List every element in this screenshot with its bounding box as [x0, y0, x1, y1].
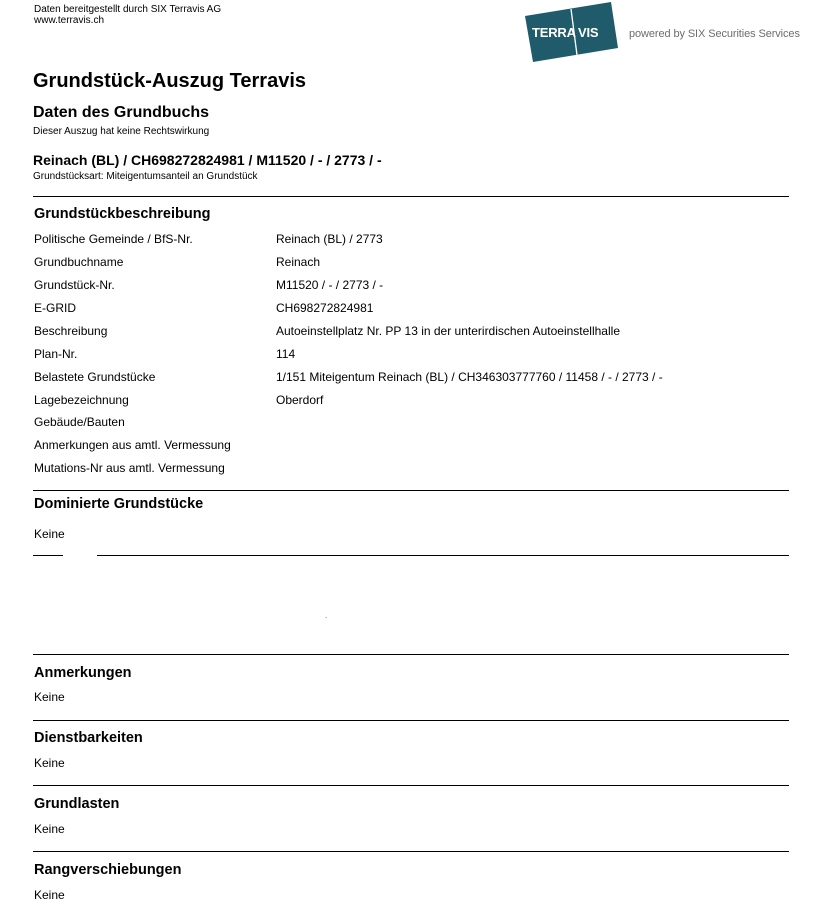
- section-value-rank-shifts: Keine: [34, 888, 65, 902]
- row-value: 114: [276, 347, 296, 361]
- section-value-dominated: Keine: [34, 527, 65, 541]
- row-label: Belastete Grundstücke: [34, 370, 156, 384]
- page-title: Grundstück-Auszug Terravis: [33, 70, 307, 92]
- row-label: Politische Gemeinde / BfS-Nr.: [34, 232, 193, 246]
- disclaimer: Dieser Auszug hat keine Rechtswirkung: [33, 126, 210, 137]
- section-heading-annotations: Anmerkungen: [34, 665, 132, 681]
- logo-text-left: TERRA: [532, 25, 576, 40]
- section-value-annotations: Keine: [34, 690, 65, 704]
- row-value: M11520 / - / 2773 / -: [276, 278, 384, 292]
- row-label: Beschreibung: [34, 324, 108, 338]
- divider: [33, 654, 789, 655]
- section-value-land-charges: Keine: [34, 822, 65, 836]
- divider: [33, 785, 789, 786]
- provider-line: Daten bereitgestellt durch SIX Terravis AG: [34, 4, 222, 15]
- row-value: 1/151 Miteigentum Reinach (BL) / CH346303777760 / 11458 / - / 2773 / -: [276, 370, 663, 384]
- section-heading-land-charges: Grundlasten: [34, 796, 120, 812]
- section-value-easements: Keine: [34, 756, 65, 770]
- row-value: Oberdorf: [276, 393, 324, 407]
- row-label: Gebäude/Bauten: [34, 415, 125, 429]
- section-heading-rank-shifts: Rangverschiebungen: [34, 862, 182, 878]
- divider: [33, 196, 789, 197]
- row-label: Mutations-Nr aus amtl. Vermessung: [34, 461, 225, 475]
- powered-by: powered by SIX Securities Services: [629, 28, 800, 40]
- row-label: Anmerkungen aus amtl. Vermessung: [34, 438, 231, 452]
- row-label: Grundstück-Nr.: [34, 278, 115, 292]
- logo-text-right: VIS: [578, 25, 599, 40]
- section-heading-dominated: Dominierte Grundstücke: [34, 496, 204, 512]
- stray-mark: .: [325, 611, 328, 620]
- description-heading: Grundstückbeschreibung: [34, 206, 211, 222]
- row-value: Reinach (BL) / 2773: [276, 232, 383, 246]
- row-label: E-GRID: [34, 301, 76, 315]
- row-value: CH698272824981: [276, 301, 374, 315]
- subtitle: Daten des Grundbuchs: [33, 104, 210, 121]
- divider: [97, 555, 789, 556]
- parcel-heading: Reinach (BL) / CH698272824981 / M11520 / - / 2773 / -: [33, 152, 382, 168]
- website-link[interactable]: www.terravis.ch: [34, 15, 105, 26]
- row-value: Reinach: [276, 255, 321, 269]
- divider: [33, 490, 789, 491]
- row-value: Autoeinstellplatz Nr. PP 13 in der unterirdischen Autoeinstellhalle: [276, 324, 620, 338]
- divider: [33, 555, 63, 556]
- parcel-type: Grundstücksart: Miteigentumsanteil an Grundstück: [33, 171, 258, 182]
- section-heading-easements: Dienstbarkeiten: [34, 730, 143, 746]
- divider: [33, 720, 789, 721]
- row-label: Grundbuchname: [34, 255, 124, 269]
- row-label: Lagebezeichnung: [34, 393, 129, 407]
- divider: [33, 851, 789, 852]
- terravis-logo: [525, 0, 619, 62]
- row-label: Plan-Nr.: [34, 347, 78, 361]
